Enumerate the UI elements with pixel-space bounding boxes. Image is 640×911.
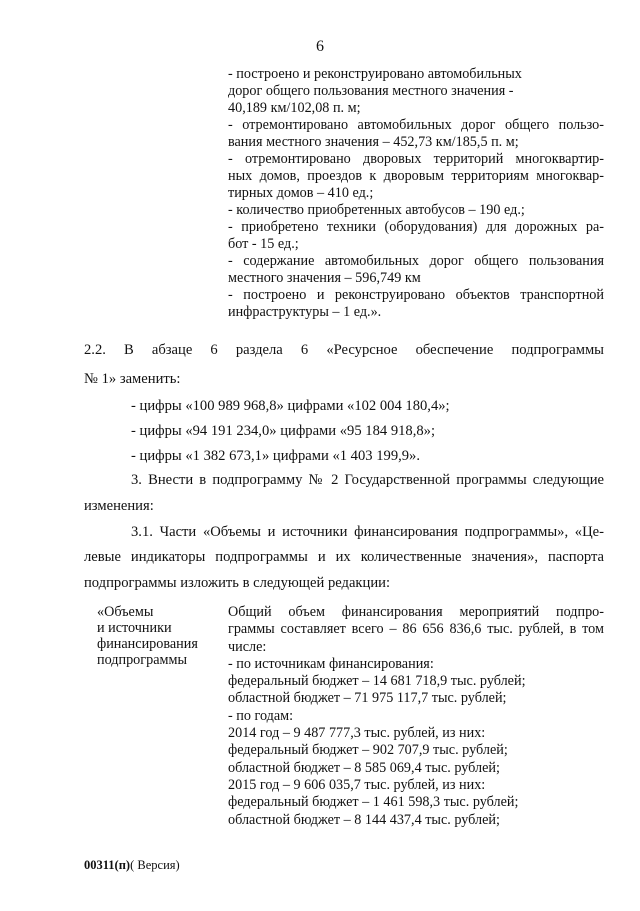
table-label-line-3: финансирования — [97, 636, 198, 652]
table-value-line-9: федеральный бюджет – 902 707,9 тыс. рублей; — [228, 742, 508, 759]
bullet-line-1: - построено и реконструировано автомобильных — [228, 66, 522, 82]
table-value-line-4: - по источникам финансирования: — [228, 655, 434, 672]
section-3-1-line-1: 3.1. Части «Объемы и источники финансирования подпрограммы», «Це- — [131, 524, 604, 540]
footer-version: ( Версия) — [130, 858, 180, 872]
bullet-line-10: - приобретено техники (оборудования) для дорожных ра- — [228, 219, 604, 235]
bullet-line-12: - содержание автомобильных дорог общего пользования — [228, 253, 604, 269]
table-value-line-6: областной бюджет – 71 975 117,7 тыс. рублей; — [228, 690, 507, 707]
page-number: 6 — [316, 38, 324, 55]
document-footer — [84, 858, 180, 873]
section-3-line-2: изменения: — [84, 498, 154, 514]
bullet-line-11: бот - 15 ед.; — [228, 236, 299, 252]
section-3-1-line-3: подпрограммы изложить в следующей редакции: — [84, 575, 391, 591]
table-value-line-10: областной бюджет – 8 585 069,4 тыс. рублей; — [228, 759, 500, 776]
bullet-line-8: тирных домов – 410 ед.; — [228, 185, 374, 201]
table-label-line-1: «Объемы — [97, 604, 154, 620]
table-value-line-13: областной бюджет – 8 144 437,4 тыс. рублей; — [228, 811, 500, 828]
bullet-line-13: местного значения – 596,749 км — [228, 270, 421, 286]
bullet-line-14: - построено и реконструировано объектов транспортной — [228, 287, 604, 303]
section-3-1-line-2: левые индикаторы подпрограммы и их количественные значения», паспорта — [84, 549, 604, 565]
bullet-line-7: ных домов, проездов к дворовым территориям многоквар- — [228, 168, 604, 184]
table-label-line-4: подпрограммы — [97, 652, 187, 668]
passport-table-label-cell — [97, 604, 217, 668]
table-value-line-2: граммы составляет всего – 86 656 836,6 тыс. рублей, в том — [228, 621, 604, 638]
table-value-line-5: федеральный бюджет – 14 681 718,9 тыс. рублей; — [228, 673, 526, 690]
section-2-2-line-1: 2.2. В абзаце 6 раздела 6 «Ресурсное обеспечение подпрограммы — [84, 342, 604, 358]
table-value-line-7: - по годам: — [228, 707, 294, 724]
table-value-line-1: Общий объем финансирования мероприятий подпро- — [228, 604, 604, 620]
bullet-line-5: вания местного значения – 452,73 км/185,5 п. м; — [228, 134, 519, 150]
table-value-line-8: 2014 год – 9 487 777,3 тыс. рублей, из них: — [228, 725, 486, 742]
section-2-2-item-2: - цифры «94 191 234,0» цифрами «95 184 918,8»; — [131, 423, 436, 439]
table-value-line-11: 2015 год – 9 606 035,7 тыс. рублей, из них: — [228, 776, 486, 793]
table-label-line-2: и источники — [97, 620, 172, 636]
bullet-line-6: - отремонтировано дворовых территорий многоквартир- — [228, 151, 604, 167]
bullet-line-15: инфраструктуры – 1 ед.». — [228, 304, 382, 320]
section-2-2-item-3: - цифры «1 382 673,1» цифрами «1 403 199,9». — [131, 448, 421, 464]
section-3-line-1: 3. Внести в подпрограмму № 2 Государственной программы следующие — [131, 472, 604, 488]
passport-table-value-cell — [228, 604, 604, 829]
section-2-2-line-2: № 1» заменить: — [84, 371, 181, 387]
table-value-line-12: федеральный бюджет – 1 461 598,3 тыс. рублей; — [228, 794, 519, 811]
bullet-line-2: дорог общего пользования местного значения - — [228, 83, 514, 99]
bullet-line-3: 40,189 км/102,08 п. м; — [228, 100, 361, 116]
footer-code: 00311(п) — [84, 858, 131, 872]
indicator-bullet-list — [228, 66, 604, 321]
bullet-line-4: - отремонтировано автомобильных дорог общего пользо- — [228, 117, 604, 133]
table-value-line-3: числе: — [228, 638, 267, 655]
section-2-2-item-1: - цифры «100 989 968,8» цифрами «102 004 180,4»; — [131, 398, 450, 414]
bullet-line-9: - количество приобретенных автобусов – 190 ед.; — [228, 202, 525, 218]
